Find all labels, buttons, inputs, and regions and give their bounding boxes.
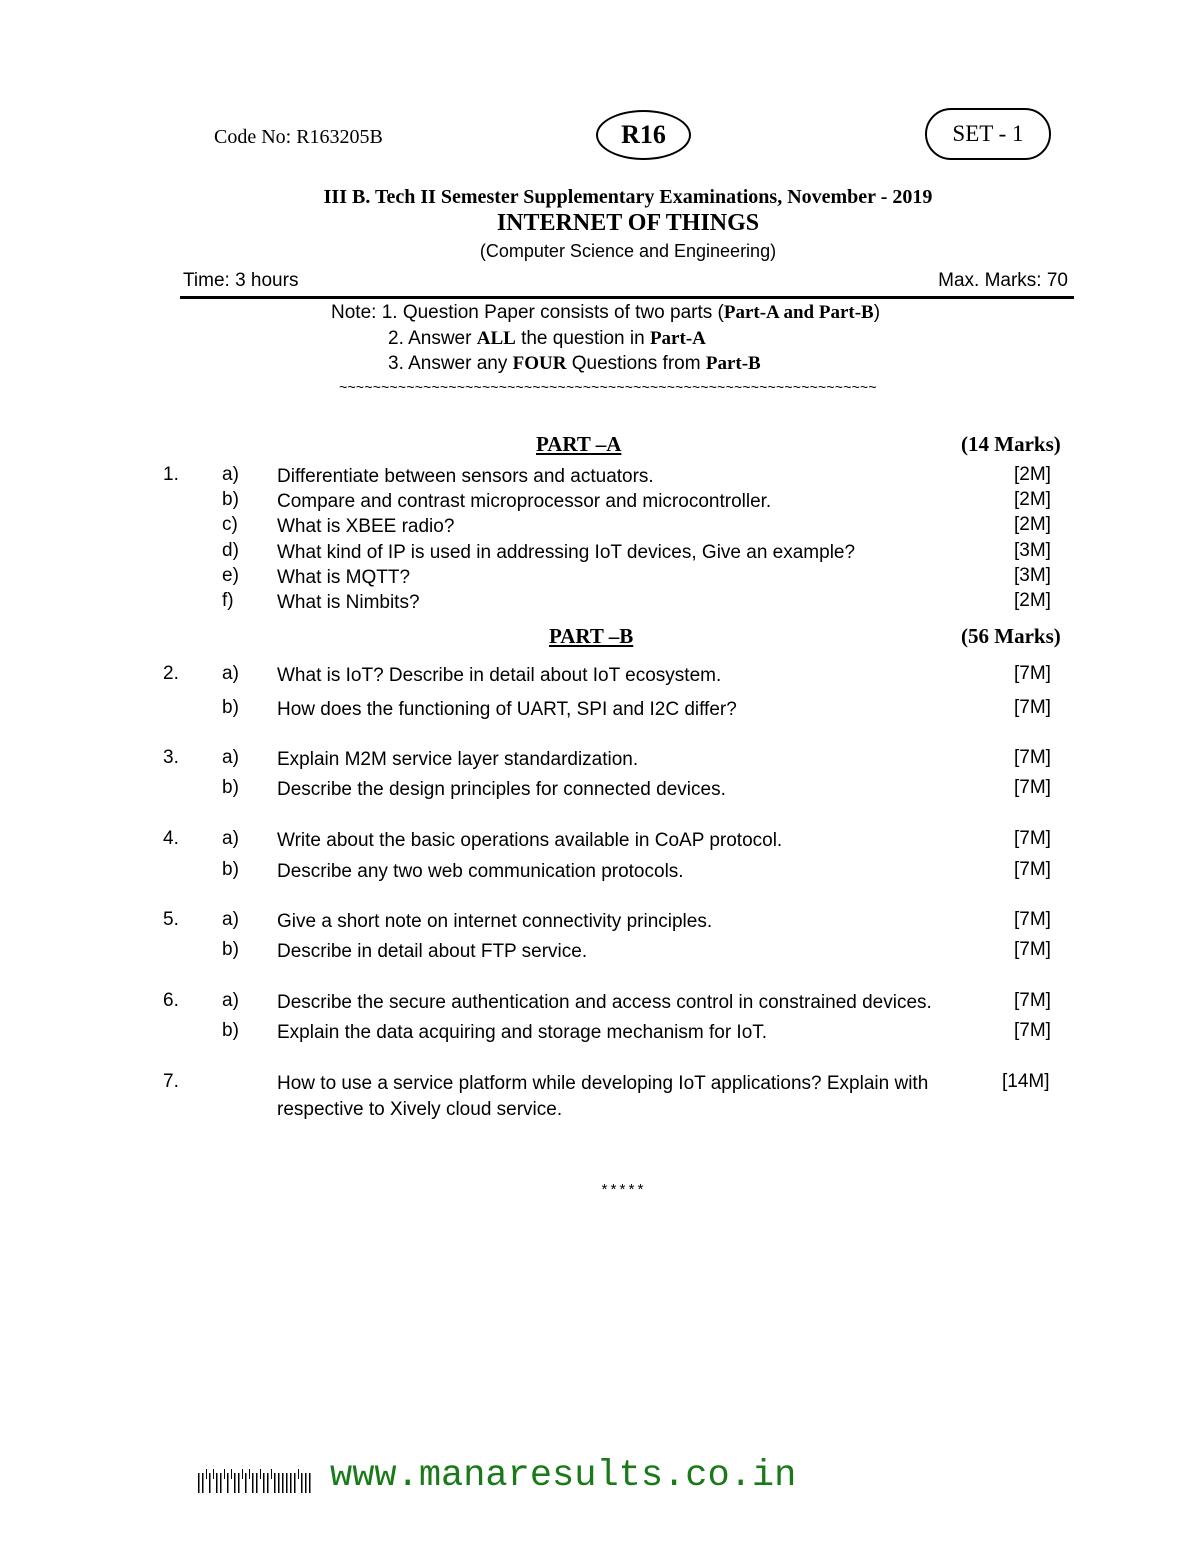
question-text: How to use a service platform while developing IoT applications? Explain with respective to Xively cloud service.: [277, 1073, 929, 1120]
question-subpart: c): [222, 514, 238, 535]
question-text: Give a short note on internet connectivity principles.: [277, 911, 713, 932]
question-text: Explain M2M service layer standardization.: [277, 749, 639, 770]
question-text: What is XBEE radio?: [277, 516, 455, 537]
question-subpart: b): [222, 1020, 239, 1041]
question-text: Compare and contrast microprocessor and microcontroller.: [277, 491, 772, 512]
question-marks: [2M]: [1014, 464, 1051, 485]
question-subpart: a): [222, 909, 239, 930]
note-line-2: 2. Answer ALL the question in Part-A: [388, 328, 706, 349]
part-a-marks: (14 Marks): [961, 432, 1061, 456]
max-marks: Max. Marks: 70: [938, 270, 1068, 291]
notes-separator: ~~~~~~~~~~~~~~~~~~~~~~~~~~~~~~~~~~~~~~~~~~~~~~~~~~~~~~~~~~~~~~~~: [339, 381, 877, 397]
question-marks: [7M]: [1014, 828, 1051, 849]
question-text: How does the functioning of UART, SPI and I2C differ?: [277, 699, 737, 720]
question-marks: [7M]: [1014, 990, 1051, 1011]
question-marks: [7M]: [1014, 939, 1051, 960]
part-a-title: PART –A: [536, 432, 622, 456]
question-number: 6.: [163, 990, 179, 1011]
question-subpart: b): [222, 489, 239, 510]
question-text: Explain the data acquiring and storage mechanism for IoT.: [277, 1022, 768, 1043]
branch-name: (Computer Science and Engineering): [479, 241, 777, 261]
note-line-1: Note: 1. Question Paper consists of two parts (Part-A and Part-B): [331, 302, 881, 323]
question-subpart: a): [222, 990, 239, 1011]
question-subpart: b): [222, 777, 239, 798]
question-number: 1.: [163, 464, 179, 485]
question-subpart: a): [222, 464, 239, 485]
question-subpart: d): [222, 540, 239, 561]
question-number: 4.: [163, 828, 179, 849]
header-divider: [180, 296, 1074, 299]
question-text: Write about the basic operations available in CoAP protocol.: [277, 830, 783, 851]
question-marks: [2M]: [1014, 590, 1051, 611]
set-badge: SET - 1: [925, 108, 1051, 160]
question-marks: [3M]: [1014, 540, 1051, 561]
question-text: What is Nimbits?: [277, 592, 420, 613]
question-text: What kind of IP is used in addressing IoT devices, Give an example?: [277, 542, 856, 563]
question-subpart: a): [222, 828, 239, 849]
question-text: What is MQTT?: [277, 567, 411, 588]
question-text: Describe any two web communication protocols.: [277, 861, 684, 882]
question-subpart: e): [222, 565, 239, 586]
time-marks-row: [183, 270, 1068, 292]
exam-title: III B. Tech II Semester Supplementary Examinations, November - 2019: [323, 186, 933, 208]
code-number: Code No: R163205B: [214, 126, 383, 148]
barcode-icon: [198, 1469, 318, 1493]
footer-url: www.manaresults.co.in: [330, 1455, 797, 1497]
question-subpart: a): [222, 747, 239, 768]
question-text: Differentiate between sensors and actuators.: [277, 466, 654, 487]
question-text: Describe the design principles for connected devices.: [277, 779, 726, 800]
question-subpart: f): [222, 590, 234, 611]
question-text: What is IoT? Describe in detail about IoT ecosystem.: [277, 665, 722, 686]
question-number: 2.: [163, 663, 179, 684]
question-subpart: b): [222, 939, 239, 960]
question-marks: [7M]: [1014, 663, 1051, 684]
part-b-title: PART –B: [549, 624, 634, 648]
question-number: 3.: [163, 747, 179, 768]
question-text: Describe the secure authentication and access control in constrained devices.: [277, 992, 932, 1013]
question-marks: [3M]: [1014, 565, 1051, 586]
question-subpart: b): [222, 697, 239, 718]
part-b-marks: (56 Marks): [961, 624, 1061, 648]
question-marks: [2M]: [1014, 514, 1051, 535]
question-marks: [7M]: [1014, 697, 1051, 718]
note-line-3: 3. Answer any FOUR Questions from Part-B: [388, 353, 761, 374]
question-marks: [2M]: [1014, 489, 1051, 510]
question-marks: [7M]: [1014, 859, 1051, 880]
question-marks: [7M]: [1014, 777, 1051, 798]
exam-time: Time: 3 hours: [183, 270, 299, 291]
subject-title: INTERNET OF THINGS: [496, 210, 760, 236]
question-marks: [7M]: [1014, 909, 1051, 930]
question-number: 5.: [163, 909, 179, 930]
question-number: 7.: [163, 1071, 179, 1092]
question-subpart: a): [222, 663, 239, 684]
regulation-badge: R16: [596, 110, 691, 160]
question-marks: [7M]: [1014, 1020, 1051, 1041]
end-marker: *****: [600, 1183, 646, 1200]
question-marks: [7M]: [1014, 747, 1051, 768]
question-subpart: b): [222, 859, 239, 880]
question-marks: [14M]: [1002, 1071, 1050, 1092]
question-text: Describe in detail about FTP service.: [277, 941, 588, 962]
